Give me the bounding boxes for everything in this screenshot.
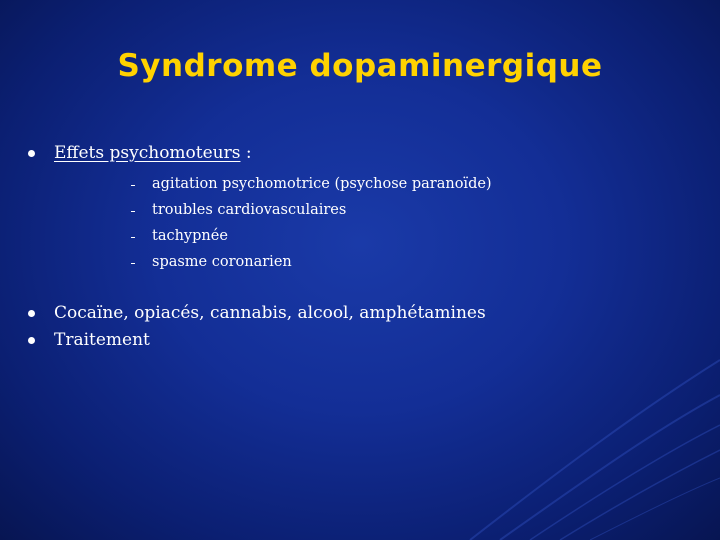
slide-title: Syndrome dopaminergique (117, 48, 603, 84)
sub-item (131, 175, 492, 193)
bullet-dot-icon (28, 150, 35, 157)
bullet-traitement (28, 330, 150, 350)
dash-icon (131, 211, 135, 212)
sub-item (131, 253, 292, 271)
sub-item-text: tachypnée (152, 228, 228, 244)
bullet-substances (28, 303, 486, 323)
sub-item (131, 227, 228, 245)
bullet-text: Traitement (54, 330, 150, 350)
dash-icon (131, 185, 135, 186)
bullet-label: Effets psychomoteurs (54, 143, 241, 163)
dash-icon (131, 237, 135, 238)
bullet-effets-psychomoteurs (28, 143, 252, 163)
bullet-text: Cocaïne, opiacés, cannabis, alcool, amphétamines (54, 303, 486, 323)
bullet-dot-icon (28, 310, 35, 317)
sub-item-text: spasme coronarien (152, 254, 292, 270)
sub-item-text: troubles cardiovasculaires (152, 202, 347, 218)
bullet-suffix: : (240, 143, 252, 163)
sub-item-text: agitation psychomotrice (psychose paranoïde) (152, 176, 492, 192)
bullet-dot-icon (28, 337, 35, 344)
dash-icon (131, 263, 135, 264)
sub-item (131, 201, 346, 219)
